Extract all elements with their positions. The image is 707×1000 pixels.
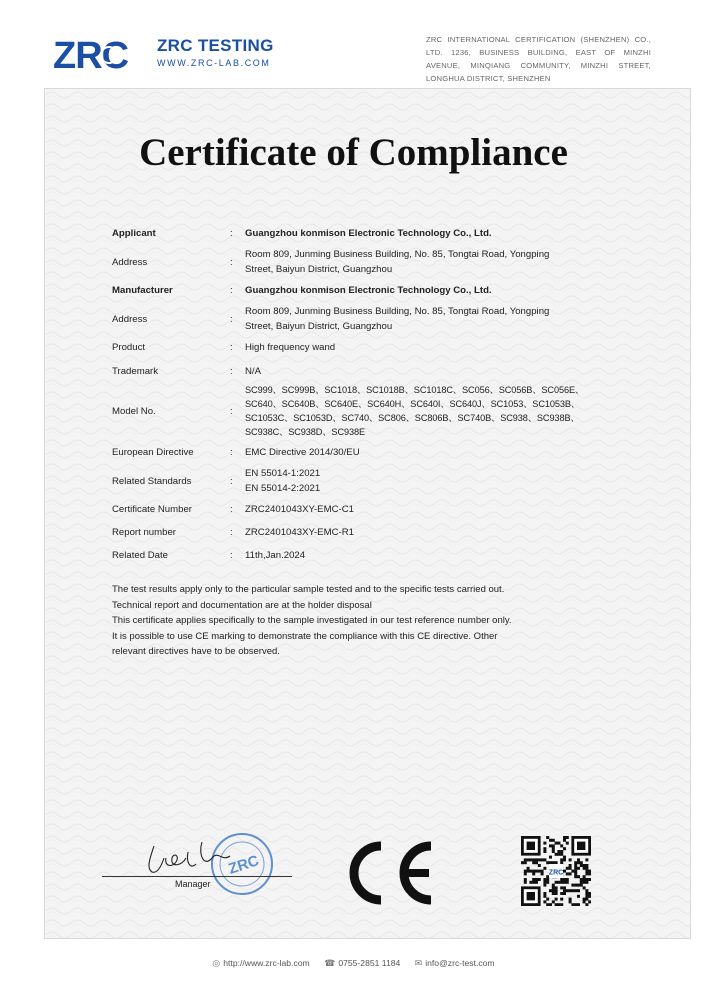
- footer-website: [212, 958, 309, 968]
- ce-mark: [345, 838, 439, 908]
- colon: :: [230, 475, 233, 487]
- phone-text: 0755-2851 1184: [338, 958, 401, 968]
- standards-label: Related Standards: [112, 475, 192, 487]
- note-line: relevant directives have to be observed.: [112, 646, 280, 657]
- colon: :: [230, 313, 233, 325]
- footer-phone: [324, 958, 400, 968]
- svg-text:ZRC: ZRC: [53, 35, 129, 74]
- svg-text:ZRC: ZRC: [226, 852, 262, 878]
- footer: [0, 958, 707, 969]
- address-line: Street, Baiyun District, Guangzhou: [245, 264, 393, 275]
- related-date-row: [112, 548, 612, 563]
- manufacturer-row: [112, 283, 612, 298]
- standards-row: [112, 466, 612, 496]
- model-line: SC1053C、SC1053D、SC740、SC806、SC806B、SC740B、SC938、SC938B、: [245, 413, 580, 423]
- standards-value: [245, 466, 612, 496]
- brand-name: ZRC TESTING: [157, 36, 274, 55]
- note-line: It is possible to use CE marking to demonstrate the compliance with this CE directive. Other: [112, 630, 498, 642]
- certificate-number-row: [112, 502, 612, 517]
- standard-line: EN 55014-2:2021: [245, 483, 321, 494]
- colon: :: [230, 405, 233, 417]
- address-label: Address: [112, 313, 148, 325]
- certificate-fields: [112, 226, 612, 571]
- colon: :: [230, 366, 233, 377]
- directive-row: [112, 445, 612, 460]
- related-date-value: 11th,Jan.2024: [245, 550, 306, 561]
- certificate-number-label: Certificate Number: [112, 504, 192, 515]
- address-line: Room 809, Junming Business Building, No. 85, Tongtai Road, Yongping: [245, 306, 550, 317]
- colon: :: [230, 550, 233, 561]
- phone-icon: ☎: [324, 958, 336, 968]
- brand-url: WWW.ZRC-LAB.COM: [157, 58, 271, 68]
- certificate-notes: [112, 582, 582, 660]
- header: [0, 0, 707, 90]
- model-line: SC640、SC640B、SC640E、SC640H、SC640I、SC640J、SC1053、SC1053B、: [245, 399, 581, 409]
- certificate-title: Certificate of Compliance: [139, 131, 568, 174]
- qr-code: [521, 836, 591, 906]
- manager-label: Manager: [175, 879, 211, 889]
- directive-label: European Directive: [112, 447, 194, 458]
- product-row: [112, 340, 612, 355]
- colon: :: [230, 527, 233, 538]
- directive-value: EMC Directive 2014/30/EU: [245, 447, 360, 458]
- svg-text:ZRC: ZRC: [548, 869, 564, 877]
- zrc-logo-mark: [53, 34, 151, 74]
- address-line: Street, Baiyun District, Guangzhou: [245, 321, 393, 332]
- report-number-label: Report number: [112, 527, 176, 538]
- company-logo: [53, 34, 283, 74]
- colon: :: [230, 342, 233, 353]
- globe-icon: ◎: [212, 958, 221, 968]
- model-label: Model No.: [112, 405, 156, 417]
- standard-line: EN 55014-1:2021: [245, 468, 321, 479]
- manufacturer-label: Manufacturer: [112, 285, 173, 296]
- applicant-row: [112, 226, 612, 241]
- manufacturer-address-value: [245, 304, 612, 334]
- applicant-label: Applicant: [112, 228, 156, 239]
- note-line: Technical report and documentation are at the holder disposal: [112, 599, 372, 611]
- mail-icon: ✉: [414, 958, 423, 968]
- footer-email: [415, 958, 495, 968]
- applicant-value: Guangzhou konmison Electronic Technology Co., Ltd.: [245, 228, 492, 239]
- certificate-number-value: ZRC2401043XY-EMC-C1: [245, 504, 354, 515]
- model-line: SC938C、SC938D、SC938E: [245, 427, 366, 437]
- model-row: [112, 383, 612, 439]
- trademark-row: [112, 364, 612, 379]
- email-text: info@zrc-test.com: [425, 958, 495, 968]
- colon: :: [230, 228, 233, 239]
- model-line: SC999、SC999B、SC1018、SC1018B、SC1018C、SC056、SC056B、SC056E、: [245, 385, 585, 395]
- address-label: Address: [112, 256, 148, 268]
- applicant-address-row: [112, 247, 612, 277]
- product-value: High frequency wand: [245, 342, 336, 353]
- manufacturer-value: Guangzhou konmison Electronic Technology Co., Ltd.: [245, 285, 492, 296]
- note-line: The test results apply only to the particular sample tested and to the specific tests carried out.: [112, 584, 505, 595]
- applicant-address-value: [245, 247, 612, 277]
- report-number-row: [112, 525, 612, 540]
- note-line: This certificate applies specifically to the sample investigated in our test reference number only.: [112, 615, 512, 626]
- product-label: Product: [112, 342, 146, 353]
- website-text: http://www.zrc-lab.com: [223, 958, 310, 968]
- trademark-label: Trademark: [112, 366, 159, 377]
- related-date-label: Related Date: [112, 550, 168, 561]
- colon: :: [230, 285, 233, 296]
- trademark-value: N/A: [245, 366, 261, 377]
- colon: :: [230, 504, 233, 515]
- signature-line: [102, 876, 292, 877]
- model-list: [245, 383, 612, 439]
- colon: :: [230, 447, 233, 458]
- signature-block: [102, 828, 302, 898]
- company-address: ZRC INTERNATIONAL CERTIFICATION (SHENZHEN) CO., LTD. 1236, BUSINESS BUILDING, EAST OF MINZHI AVENUE, MINQIANG COMMUNITY, MINZHI STREET, LONGHUA DISTRICT, SHENZHEN: [426, 35, 651, 83]
- colon: :: [230, 256, 233, 268]
- manufacturer-address-row: [112, 304, 612, 334]
- report-number-value: ZRC2401043XY-EMC-R1: [245, 527, 354, 538]
- address-line: Room 809, Junming Business Building, No. 85, Tongtai Road, Yongping: [245, 249, 550, 260]
